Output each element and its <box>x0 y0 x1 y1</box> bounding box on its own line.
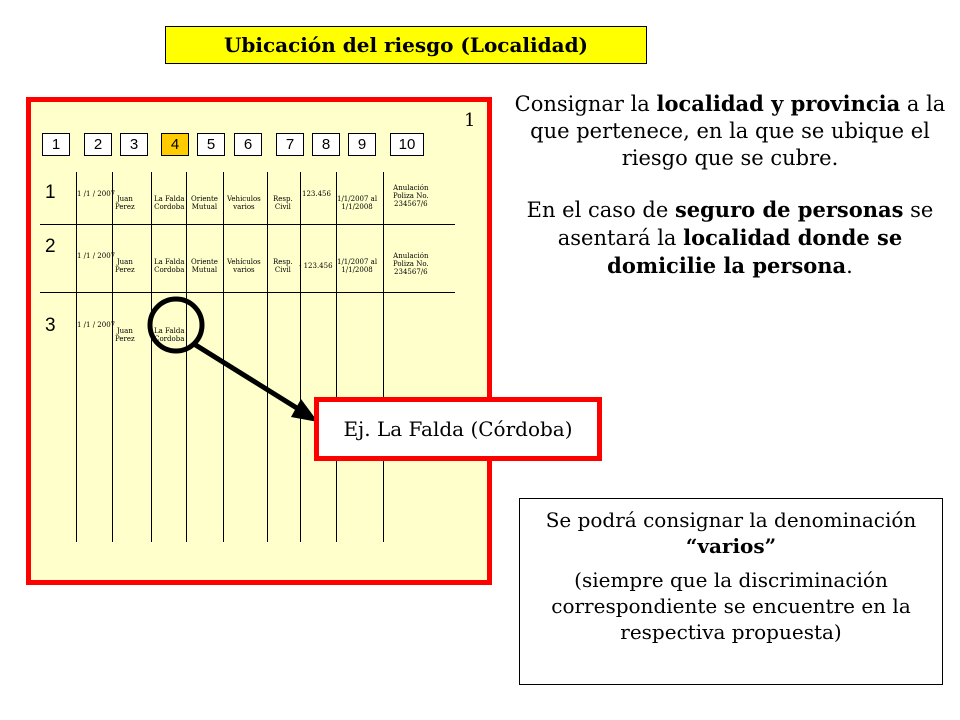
note-line-2: (siempre que la discriminación correspondiente se encuentre en la respectiva propuesta) <box>551 568 911 644</box>
row1-observations: Anulación Poliza No. 234567/6 <box>393 184 429 208</box>
note-line-1: Se podrá consignar la denominación “varios” <box>545 508 917 558</box>
row3-locality: La Falda Cordoba <box>154 327 185 343</box>
column-header-5: 5 <box>197 133 225 156</box>
row2-name: Juan Perez <box>115 258 135 274</box>
row1-object: Vehiculos varios <box>227 195 261 211</box>
row1-date: 1 /1 / 2007 <box>77 190 116 198</box>
row1-period: 1/1/2007 al 1/1/2008 <box>337 195 378 211</box>
column-header-9: 9 <box>348 133 376 156</box>
row-number-3: 3 <box>45 315 56 336</box>
row1-amount: 123.456 <box>302 190 331 198</box>
row1-locality: La Falda Cordoba <box>154 195 185 211</box>
row3-date: 1 /1 / 2007 <box>77 321 116 329</box>
row3-name: Juan Perez <box>115 327 135 343</box>
row-number-1: 1 <box>45 182 56 203</box>
column-header-2: 2 <box>84 133 112 156</box>
instruction-text <box>512 90 948 280</box>
row2-company: Oriente Mutual <box>191 258 218 274</box>
row2-date: 1 /1 / 2007 <box>77 252 116 260</box>
row1-risk: Resp. Civil <box>273 195 293 211</box>
page-number: 1 <box>464 110 476 131</box>
row2-locality: La Falda Cordoba <box>154 258 185 274</box>
column-header-6: 6 <box>234 133 262 156</box>
row2-observations: Anulación Poliza No. 234567/6 <box>393 252 429 276</box>
note-box <box>519 498 943 685</box>
column-header-3: 3 <box>120 133 148 156</box>
row-number-2: 2 <box>45 236 56 257</box>
column-header-4-highlighted: 4 <box>161 133 189 156</box>
arrow-shaft <box>194 344 300 410</box>
row2-period: 1/1/2007 al 1/1/2008 <box>337 258 378 274</box>
row2-amount: - 123.456 <box>299 262 333 270</box>
column-header-1: 1 <box>42 133 70 156</box>
highlight-circle <box>150 299 202 351</box>
example-callout: Ej. La Falda (Córdoba) <box>314 397 602 461</box>
row2-object: Vehículos varios <box>227 258 261 274</box>
column-header-7: 7 <box>276 133 304 156</box>
row1-company: Oriente Mutual <box>191 195 218 211</box>
slide-title: Ubicación del riesgo (Localidad) <box>165 26 647 64</box>
row1-name: Juan Perez <box>115 195 135 211</box>
column-header-10: 10 <box>390 133 424 156</box>
row2-risk: Resp. Civil <box>273 258 293 274</box>
instruction-paragraph-2: En el caso de seguro de personas se asentará la localidad donde se domicilie la persona. <box>526 197 934 278</box>
column-header-8: 8 <box>312 133 340 156</box>
instruction-paragraph-1: Consignar la localidad y provincia a la que pertenece, en la que se ubique el riesgo que se cubre. <box>514 91 946 170</box>
